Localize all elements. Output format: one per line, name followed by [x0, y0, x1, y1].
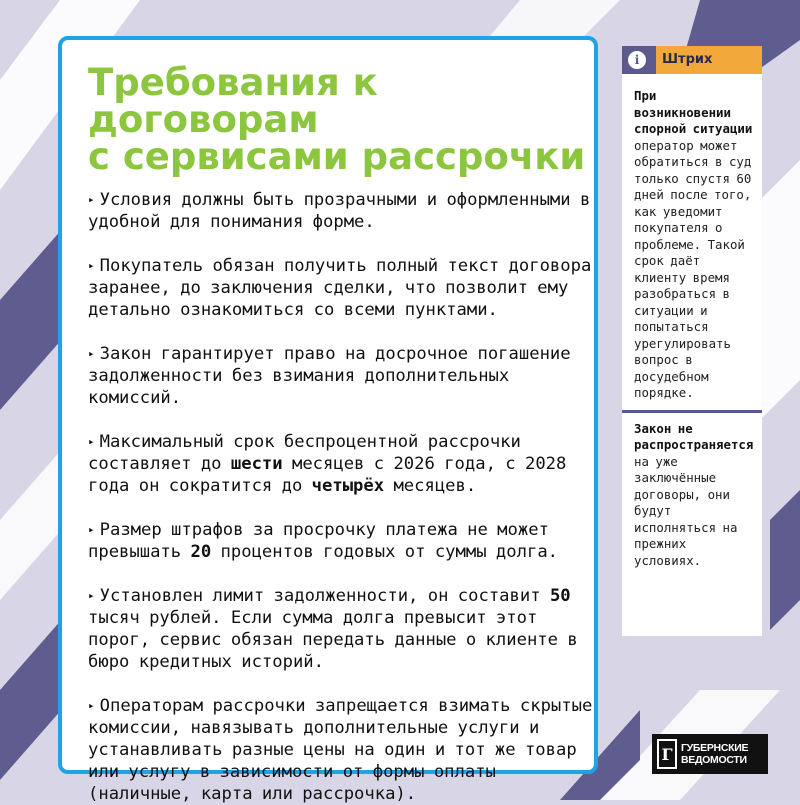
bullet-icon: ▸	[88, 193, 95, 206]
bullet-icon: ▸	[88, 523, 95, 536]
card-title-line-1: Требования к договорам	[88, 61, 378, 141]
list-item: ▸ Размер штрафов за просрочку платежа не может превышать 20 процентов годовых от суммы долга.	[88, 520, 559, 562]
bullet-icon: ▸	[88, 347, 95, 360]
logo-mark-icon: Г	[657, 739, 677, 769]
card-title	[88, 61, 598, 178]
sidebar-note	[622, 46, 762, 636]
sidebar-paragraph-1: При возникновении спорной ситуации оператор может обратиться в суд только спустя 60 дней после того, как уведомит покупателя о проблеме. Такой срок даёт клиенту время разобраться в ситуации и попытаться урегулировать вопрос в досудебном порядке.	[634, 88, 753, 400]
requirements-card	[58, 36, 598, 804]
list-item: ▸ Условия должны быть прозрачными и оформленными в удобной для понимания форме.	[88, 190, 591, 232]
sidebar-paragraph-2: Закон не распространяется на уже заключённые договоры, они будут исполняться на прежних условиях.	[634, 420, 754, 568]
sidebar-body	[622, 74, 762, 569]
list-item: ▸ Покупатель обязан получить полный текст договора заранее, до заключения сделки, что позволит ему детально ознакомиться со всеми пунктами.	[88, 256, 592, 320]
logo-text: ГУБЕРНСКИЕ ВЕДОМОСТИ	[681, 742, 749, 766]
card-title-line-2: с сервисами рассрочки	[88, 135, 586, 178]
sidebar-heading: Штрих	[656, 46, 762, 74]
bullet-icon: ▸	[88, 589, 95, 602]
bullet-icon: ▸	[88, 259, 95, 272]
list-item: ▸ Максимальный срок беспроцентной рассрочки составляет до шести месяцев с 2026 года, с 2028 года он сократится до четырёх месяцев.	[88, 432, 567, 496]
list-item: ▸ Закон гарантирует право на досрочное погашение задолженности без взимания дополнительных комиссий.	[88, 344, 571, 408]
bullet-icon: ▸	[88, 435, 95, 448]
requirements-list	[88, 189, 593, 805]
sidebar-divider	[622, 410, 762, 413]
info-icon: i	[628, 51, 646, 69]
list-item: ▸ Операторам рассрочки запрещается взимать скрытые комиссии, навязывать дополнительные услуги и устанавливать разные цены на один и тот же товар или услугу в зависимости от формы оплаты (наличные, карта или рассрочка).	[88, 696, 593, 804]
sidebar-header	[622, 46, 762, 74]
bullet-icon: ▸	[88, 699, 95, 712]
publisher-logo	[652, 734, 768, 774]
list-item: ▸ Установлен лимит задолженности, он составит 50 тысяч рублей. Если сумма долга превысит этот порог, сервис обязан передать данные о клиенте в бюро кредитных историй.	[88, 586, 578, 672]
